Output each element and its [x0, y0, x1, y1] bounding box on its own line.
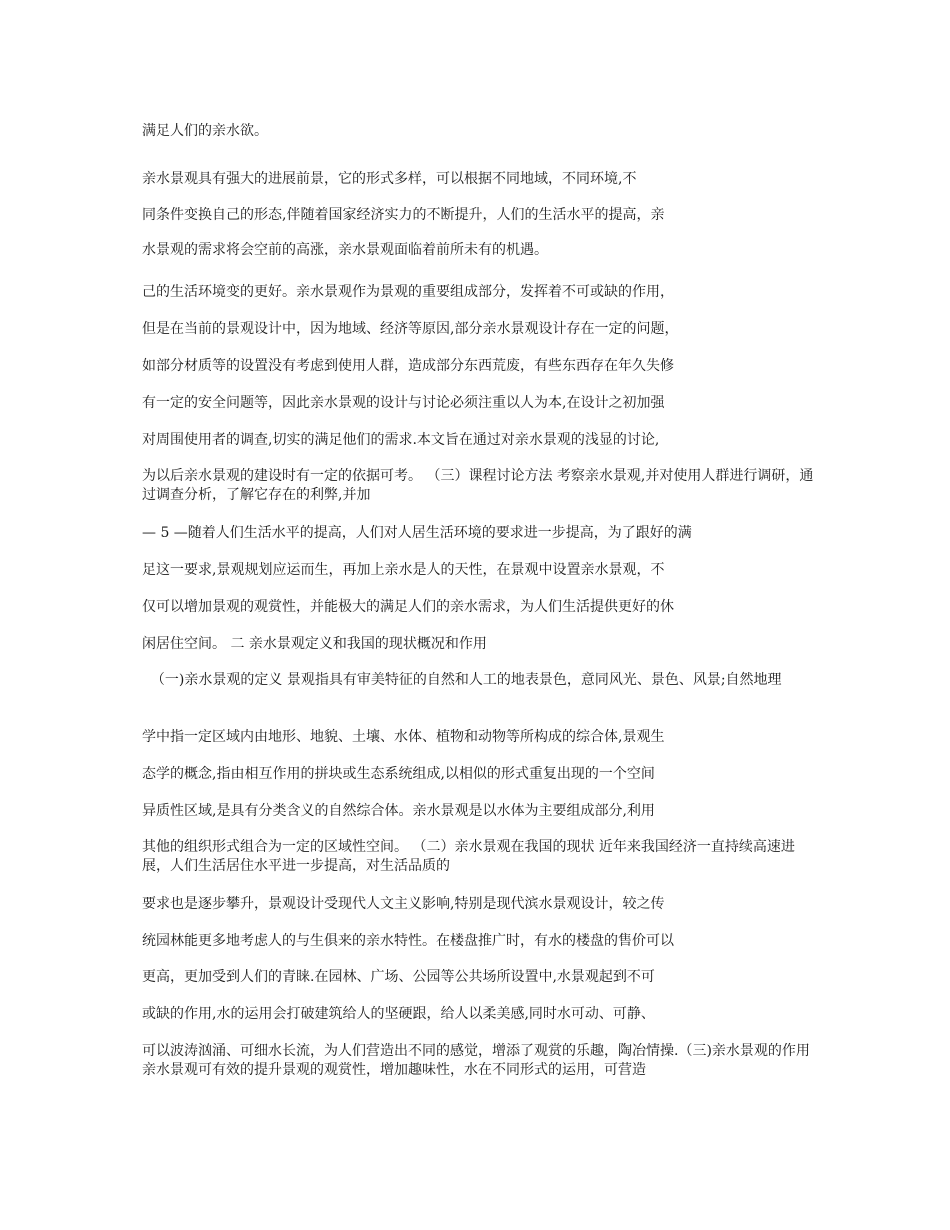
text-line: 统园林能更多地考虑人的与生俱来的亲水特性。在楼盘推广时，有水的楼盘的售价可以	[142, 933, 674, 949]
text-line: 态学的概念,指由相互作用的拼块或生态系统组成,以相似的形式重复出现的一个空间	[142, 766, 655, 782]
text-line: 有一定的安全问题等，因此亲水景观的设计与讨论必须注重以人为本,在设计之初加强	[142, 395, 665, 411]
text-line: （一)亲水景观的定义 景观指具有审美特征的自然和人工的地表景色，意同风光、景色、风景;自然地理	[142, 672, 782, 688]
text-line: 亲水景观具有强大的进展前景，它的形式多样，可以根据不同地域，不同环境,不	[142, 171, 637, 187]
text-line: 可以波涛汹涌、可细水长流，为人们营造出不同的感觉，增添了观赏的乐趣，陶冶情操.（三)亲水景观的作用 亲水景观可有效的提升景观的观赏性，增加趣味性，水在不同形式的运用，可营造	[142, 1043, 815, 1078]
text-line: — 5 —随着人们生活水平的提高，人们对人居生活环境的要求进一步提高，为了跟好的满	[142, 525, 692, 541]
text-line: 更高，更加受到人们的青睐.在园林、广场、公园等公共场所设置中,水景观起到不可	[142, 969, 655, 985]
text-line: 水景观的需求将会空前的高涨，亲水景观面临着前所未有的机遇。	[142, 242, 548, 258]
text-line: 为以后亲水景观的建设时有一定的依据可考。 （三）课程讨论方法 考察亲水景观,并对使用人群进行调研，通过调查分析，了解它存在的利弊,并加	[142, 468, 814, 503]
text-line: 仅可以增加景观的观赏性，并能极大的满足人们的亲水需求，为人们生活提供更好的休	[142, 599, 674, 615]
text-line: 满足人们的亲水欲。	[142, 123, 268, 139]
text-line: 如部分材质等的设置没有考虑到使用人群，造成部分东西荒废，有些东西存在年久失修	[142, 358, 674, 374]
text-line: 异质性区域,是具有分类含义的自然综合体。亲水景观是以水体为主要组成部分,利用	[142, 803, 655, 819]
text-line: 学中指一定区域内由地形、地貌、土壤、水体、植物和动物等所构成的综合体,景观生	[142, 729, 665, 745]
text-line: 足这一要求,景观规划应运而生，再加上亲水是人的天性，在景观中设置亲水景观，不	[142, 562, 665, 578]
text-line: 或缺的作用,水的运用会打破建筑给人的坚硬跟，给人以柔美感,同时水可动、可静、	[142, 1006, 655, 1022]
text-line: 己的生活环境变的更好。亲水景观作为景观的重要组成部分，发挥着不可或缺的作用，	[142, 284, 674, 300]
text-line: 同条件变换自己的形态,伴随着国家经济实力的不断提升，人们的生活水平的提高，亲	[142, 207, 665, 223]
text-line: 对周围使用者的调查,切实的满足他们的需求.本文旨在通过对亲水景观的浅显的讨论,	[142, 432, 660, 448]
text-line: 要求也是逐步攀升，景观设计受现代人文主义影响,特别是现代滨水景观设计，较之传	[142, 896, 665, 912]
text-line: 其他的组织形式组合为一定的区域性空间。 （二）亲水景观在我国的现状 近年来我国经济一直持续高速进展，人们生活居住水平进一步提高，对生活品质的	[142, 839, 795, 874]
text-line: 但是在当前的景观设计中，因为地域、经济等原因,部分亲水景观设计存在一定的问题，	[142, 321, 679, 337]
text-line: 闲居住空间。 二 亲水景观定义和我国的现状概况和作用	[142, 636, 487, 652]
